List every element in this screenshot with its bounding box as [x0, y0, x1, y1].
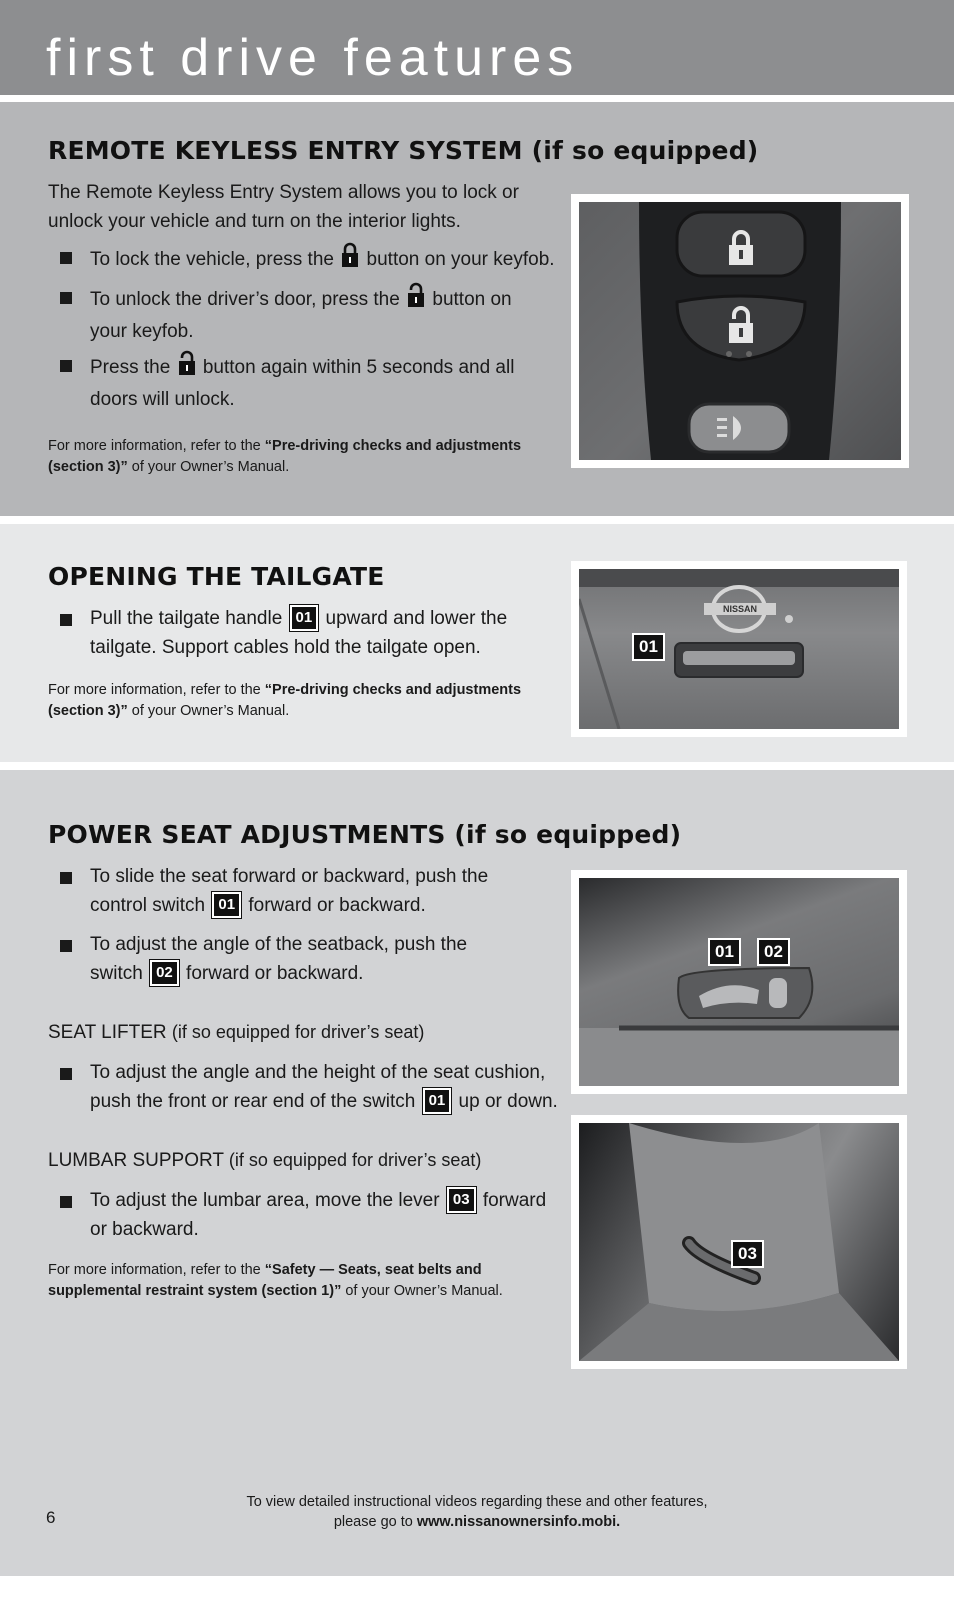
- keyless-entry-section: [0, 102, 954, 516]
- tailgate-section: [0, 524, 954, 762]
- keyless-lock-step: To lock the vehicle, press the button on your keyfob.: [60, 242, 555, 277]
- keyless-reference-note: For more information, refer to the “Pre-driving checks and adjustments (section 3)” of your Owner’s Manual.: [48, 438, 522, 475]
- owners-info-link[interactable]: www.nissanownersinfo.mobi.: [416, 1514, 621, 1530]
- seatback-angle-step: To adjust the angle of the seatback, push the switch 02 forward or backward.: [60, 930, 467, 988]
- tailgate-photo: [571, 561, 907, 737]
- tailgate-section-title: OPENING THE TAILGATE: [48, 562, 385, 591]
- callout-tag-03: 03: [447, 1187, 476, 1213]
- seat-switch-illustration: [579, 878, 899, 1086]
- lumbar-lever-photo: [571, 1115, 907, 1369]
- seat-switch-photo: [571, 870, 907, 1094]
- callout-tag-01: 01: [632, 633, 665, 661]
- page-header: [0, 0, 954, 95]
- tailgate-reference-note: For more information, refer to the “Pre-driving checks and adjustments (section 3)” of your Owner’s Manual.: [48, 682, 522, 719]
- keyfob-photo: [571, 194, 909, 468]
- power-seat-section: [0, 770, 954, 1576]
- callout-tag-02: 02: [150, 960, 179, 986]
- footer-note: To view detailed instructional videos regarding these and other features, please go to www.nissanownersinfo.mobi.: [246, 1494, 708, 1530]
- callout-tag-01: 01: [290, 605, 319, 631]
- keyfob-illustration: [579, 202, 901, 460]
- keyless-all-doors-step: Press the button again within 5 seconds and all doors will unlock.: [60, 350, 514, 414]
- unlock-icon: [178, 350, 196, 385]
- tailgate-step: Pull the tailgate handle 01 upward and lower the tailgate. Support cables hold the tailgate open.: [60, 604, 507, 662]
- unlock-icon: [407, 282, 425, 317]
- page-number: 6: [46, 1508, 56, 1527]
- keyless-section-title: REMOTE KEYLESS ENTRY SYSTEM (if so equipped): [48, 136, 759, 165]
- callout-tag-01: 01: [708, 938, 741, 966]
- lumbar-support-heading: LUMBAR SUPPORT (if so equipped for driver’s seat): [48, 1150, 482, 1171]
- lumbar-step: To adjust the lumbar area, move the lever 03 forward or backward.: [60, 1186, 546, 1244]
- page-title: first drive features: [46, 29, 580, 87]
- tailgate-illustration: [579, 569, 899, 729]
- callout-tag-01: 01: [212, 892, 241, 918]
- seat-slide-step: To slide the seat forward or backward, push the control switch 01 forward or backward.: [60, 862, 488, 920]
- lock-icon: [341, 242, 359, 277]
- seat-section-title: POWER SEAT ADJUSTMENTS (if so equipped): [48, 820, 682, 849]
- callout-tag-02: 02: [757, 938, 790, 966]
- nissan-logo: NISSAN: [722, 604, 757, 614]
- keyless-intro: The Remote Keyless Entry System allows you to lock or unlock your vehicle and turn on the interior lights.: [48, 182, 519, 232]
- callout-tag-01: 01: [423, 1088, 452, 1114]
- seat-lifter-heading: SEAT LIFTER (if so equipped for driver’s seat): [48, 1022, 425, 1043]
- seat-reference-note: For more information, refer to the “Safety — Seats, seat belts and supplemental restraint system (section 1)” of your Owner’s Manual.: [48, 1262, 503, 1299]
- seat-lifter-step: To adjust the angle and the height of the seat cushion, push the front or rear end of the switch 01 up or down.: [60, 1058, 558, 1116]
- keyless-unlock-step: To unlock the driver’s door, press the button on your keyfob.: [60, 282, 512, 346]
- callout-tag-03: 03: [731, 1240, 764, 1268]
